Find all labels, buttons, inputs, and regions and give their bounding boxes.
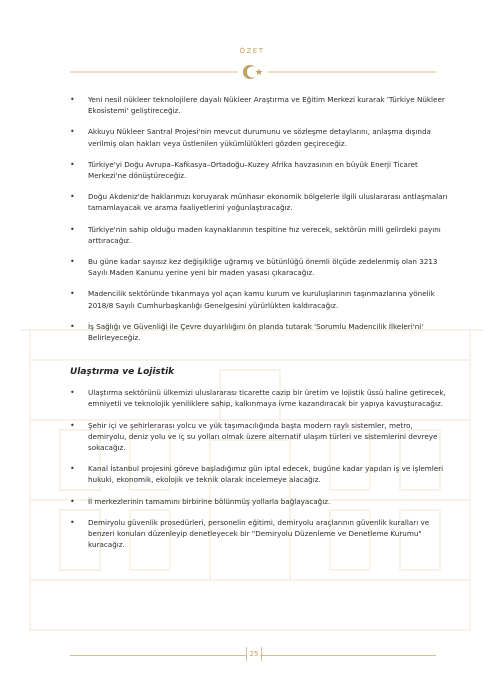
list-item — [70, 321, 450, 343]
list-item-text: İl merkezlerinin tamamını birbirine bölünmüş yollarla bağlayacağız. — [88, 496, 331, 506]
list-item — [70, 159, 450, 181]
bullet-icon: • — [70, 464, 75, 474]
list-item — [70, 496, 450, 507]
bullet-icon: • — [70, 496, 75, 506]
list-item — [70, 387, 450, 409]
section-heading: Ulaştırma ve Lojistik — [70, 367, 175, 378]
list-item-text: Türkiye'yi Doğu Avrupa–Kafkasya–Ortadoğu–Kuzey Afrika havzasının en büyük Enerji Ticaret Merkezi'ne dönüştüreceğiz. — [88, 159, 418, 181]
list-item — [70, 94, 450, 116]
page-number: 25 — [246, 647, 262, 661]
bullet-icon: • — [70, 159, 75, 169]
list-item-text: Demiryolu güvenlik prosedürleri, personelin eğitimi, demiryolu araçlarının güvenlik kuralları ve benzeri konuları düzenleyip denetleyecek bir "Demiryolu Düzenleme ve Denetleme Kurumu" kuracağız. — [88, 517, 430, 550]
bullet-icon: • — [70, 321, 75, 331]
list-item — [70, 517, 450, 551]
crescent-star-emblem — [0, 62, 504, 82]
list-item-text: Ulaştırma sektörünü ülkemizi uluslararası ticarette cazip bir üretim ve lojistik üssü haline getirecek, emniyetli ve teknolojik yeniliklere sahip, kalkınmaya ivme kazandıracak bir yapıya kavuşturacağız. — [88, 388, 446, 409]
bullet-icon: • — [70, 388, 75, 398]
list-item — [70, 126, 450, 148]
bullet-icon: • — [70, 192, 75, 202]
section-title: ÖZET — [239, 47, 265, 55]
list-item — [70, 224, 450, 246]
list-item-text: Akkuyu Nükleer Santral Projesi'nin mevcut durumunu ve sözleşme detaylarını, anlaşma dışında verilmiş olan hakları veya üstlenilen yükümlülükleri gözden geçireceğiz. — [88, 127, 431, 148]
bullet-icon: • — [70, 289, 75, 299]
footer-divider-right — [260, 655, 436, 656]
list-item-text: Yeni nesil nükleer teknolojilere dayalı Nükleer Araştırma ve Eğitim Merkezi kurarak 'Türkiye Nükleer Ekosistemi' geliştireceğiz. — [88, 95, 445, 116]
list-item — [70, 463, 450, 485]
footer-divider-left — [70, 655, 246, 656]
list-item-text: Türkiye'nin sahip olduğu maden kaynaklarının tespitine hız verecek, sektörün milli gelirdeki payını arttıracağız. — [88, 224, 441, 245]
list-item — [70, 256, 450, 278]
list-item — [70, 288, 450, 310]
bullet-icon: • — [70, 224, 75, 234]
list-item-text: Kanal İstanbul projesini göreve başladığımız gün iptal edecek, bugüne kadar yapılan iş ve işlemleri hukuki, ekonomik, ekolojik ve teknik olarak incelemeye alacağız. — [88, 464, 444, 485]
list-item-text: İş Sağlığı ve Güvenliği ile Çevre duyarlılığını ön planda tutarak 'Sorumlu Madencilik İlkeleri'ni' Belirleyeceğiz. — [88, 321, 424, 343]
list-item-text: Bu güne kadar sayısız kez değişikliğe uğramış ve bütünlüğü önemli ölçüde zedelenmiş olan 3213 Sayılı Maden Kanunu yerine yeni bir maden yasası çıkaracağız. — [88, 257, 438, 278]
bullet-icon: • — [70, 517, 75, 527]
list-item — [70, 420, 450, 454]
bullet-icon: • — [70, 420, 75, 430]
summary-content — [70, 94, 450, 550]
list-item-text: Madencilik sektöründe tıkanmaya yol açan kamu kurum ve kuruluşlarının taşınmazlarına yönelik 2018/8 Sayılı Cumhurbaşkanlığı Genelgesini yürürlükten kaldıracağız. — [88, 289, 435, 310]
list-item-text: Şehir içi ve şehirlerarası yolcu ve yük taşımacılığında başta modern raylı sistemler, metro, demiryolu, deniz yolu ve iç su yolları olmak üzere alternatif ulaşım türleri ve sistemlerini devreye sokacağız. — [88, 420, 438, 453]
bullet-icon: • — [70, 127, 75, 137]
list-item — [70, 191, 450, 213]
bullet-icon: • — [70, 257, 75, 267]
bullet-icon: • — [70, 95, 75, 104]
list-item-text: Doğu Akdeniz'de haklarımızı koruyarak münhasır ekonomik bölgelerle ilgili uluslararası antlaşmaları tamamlayacak ve arama faaliyetlerini yoğunlaştıracağız. — [88, 192, 448, 213]
